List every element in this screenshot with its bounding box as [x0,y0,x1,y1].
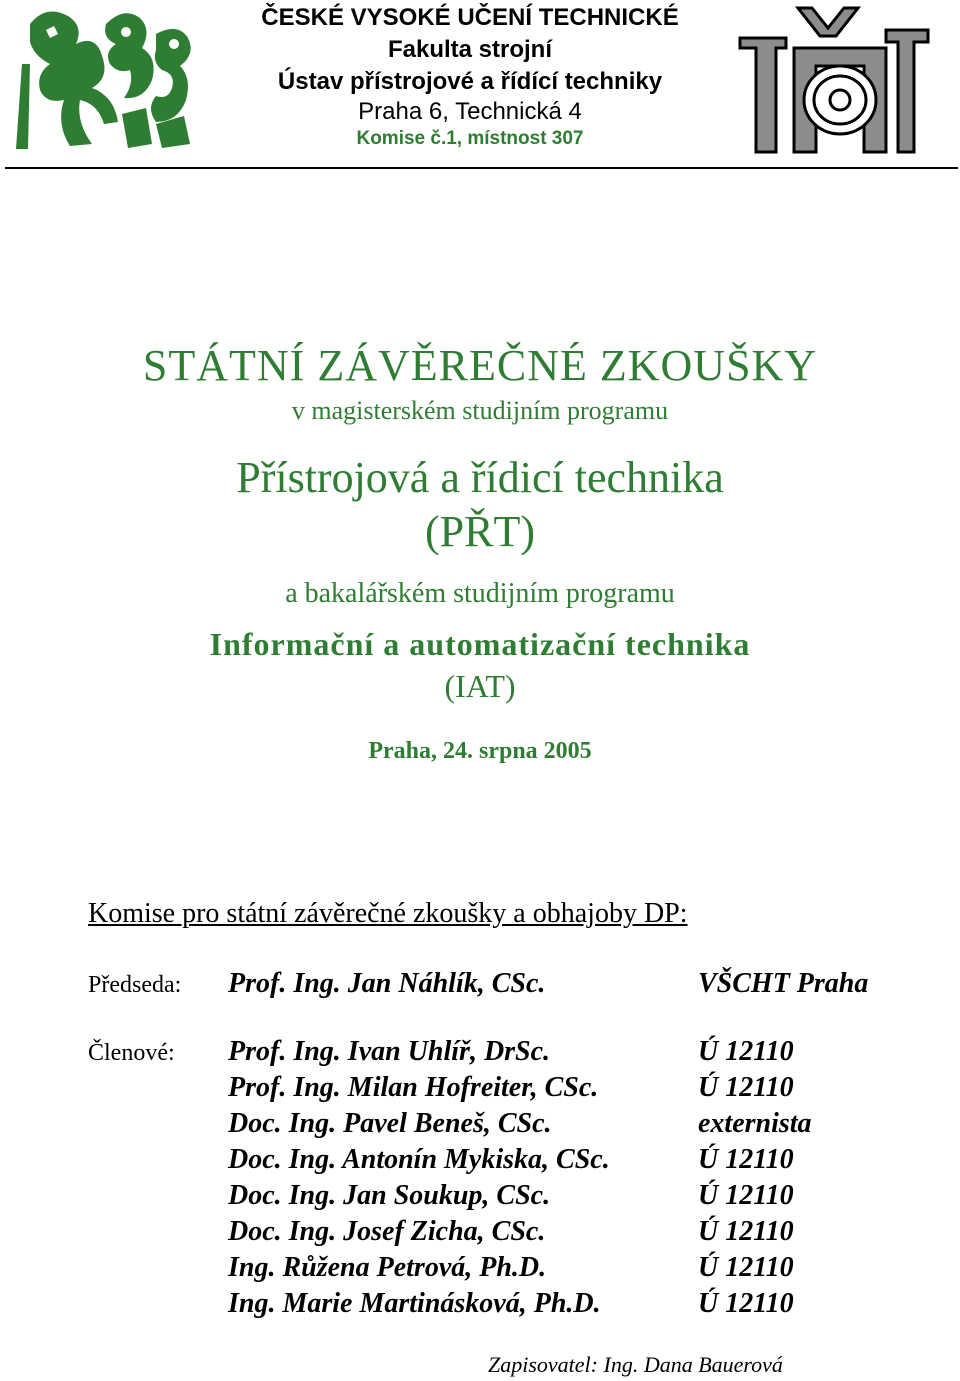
members-label: Členové: [88,1040,175,1066]
member-affiliation: Ú 12110 [698,1288,794,1319]
prt-monogram-logo [736,2,932,168]
bachelor-program-intro: a bakalářském studijním programu [285,578,675,609]
exam-date: Praha, 24. srpna 2005 [368,738,592,764]
master-program-name: Přístrojová a řídicí technika [236,453,724,502]
member-affiliation: Ú 12110 [698,1216,794,1247]
member-affiliation: Ú 12110 [698,1036,794,1067]
cvut-lion-logo [6,4,198,154]
member-name: Doc. Ing. Pavel Beneš, CSc. [228,1108,552,1139]
chair-affiliation: VŠCHT Praha [698,968,869,999]
member-name: Prof. Ing. Milan Hofreiter, CSc. [228,1072,599,1103]
member-affiliation: Ú 12110 [698,1144,794,1175]
member-affiliation: externista [698,1108,812,1139]
member-name: Doc. Ing. Josef Zicha, CSc. [228,1216,546,1247]
main-title: STÁTNÍ ZÁVĚREČNÉ ZKOUŠKY [142,341,818,390]
institute-name: Ústav přístrojové a řídící techniky [277,68,663,95]
member-name: Ing. Růžena Petrová, Ph.D. [228,1252,547,1283]
commission-room: Komise č.1, místnost 307 [356,128,584,149]
header-divider [5,167,958,169]
master-program-abbr: (PŘT) [425,507,535,556]
member-affiliation: Ú 12110 [698,1252,794,1283]
member-name: Doc. Ing. Antonín Mykiska, CSc. [228,1144,610,1175]
institute-address: Praha 6, Technická 4 [358,98,582,125]
bachelor-program-abbr: (IAT) [444,668,516,704]
member-name: Doc. Ing. Jan Soukup, CSc. [228,1180,551,1211]
master-program-intro: v magisterském studijním programu [291,396,669,425]
committee-heading: Komise pro státní závěrečné zkoušky a obhajoby DP: [88,898,688,929]
recorder: Zapisovatel: Ing. Dana Bauerová [488,1352,783,1377]
faculty-name: Fakulta strojní [387,36,553,63]
member-name: Ing. Marie Martinásková, Ph.D. [228,1288,601,1319]
bachelor-program-name: Informační a automatizační technika [209,626,751,662]
chair-label: Předseda: [88,972,182,998]
member-affiliation: Ú 12110 [698,1072,794,1103]
member-name: Prof. Ing. Ivan Uhlíř, DrSc. [228,1036,551,1067]
chair-name: Prof. Ing. Jan Náhlík, CSc. [228,968,546,999]
member-affiliation: Ú 12110 [698,1180,794,1211]
university-name: ČESKÉ VYSOKÉ UČENÍ TECHNICKÉ [261,4,679,31]
